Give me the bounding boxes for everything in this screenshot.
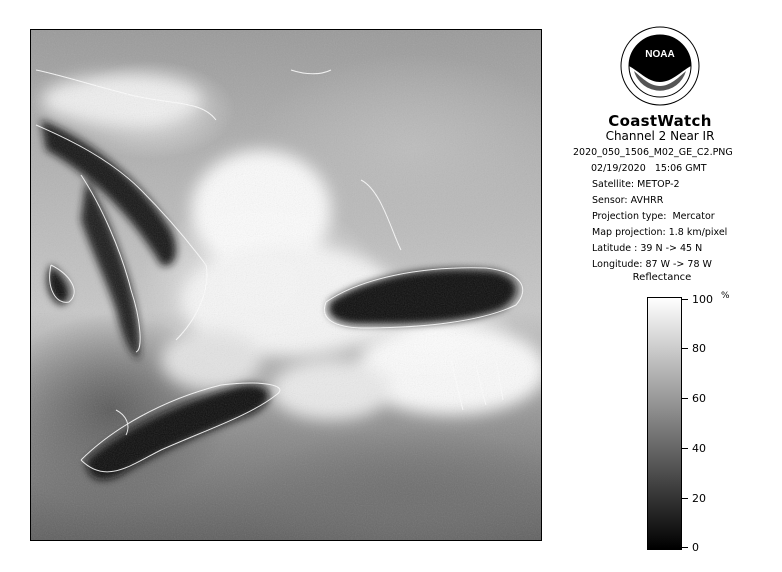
colorbar-title: Reflectance [632, 272, 692, 283]
colorbar-label-40: 40 [692, 442, 706, 455]
longitude-label: Longitude: 87 W -> 78 W [592, 259, 712, 270]
colorbar-tick-40 [682, 448, 688, 449]
colorbar-label-0: 0 [692, 541, 699, 554]
datetime-label: 02/19/2020 15:06 GMT [591, 163, 707, 174]
colorbar-label-80: 80 [692, 342, 706, 355]
svg-text:NOAA: NOAA [645, 49, 675, 60]
product-subtitle: Channel 2 Near IR [605, 129, 715, 143]
colorbar-unit: % [721, 291, 730, 301]
projection-type-label: Projection type: Mercator [592, 211, 715, 222]
latitude-label: Latitude : 39 N -> 45 N [592, 243, 703, 254]
noaa-logo [620, 26, 700, 106]
colorbar-label-20: 20 [692, 492, 706, 505]
reflectance-colorbar [647, 297, 682, 550]
colorbar-tick-20 [682, 498, 688, 499]
colorbar-tick-80 [682, 348, 688, 349]
sensor-label: Sensor: AVHRR [592, 195, 664, 206]
satellite-image [30, 29, 542, 541]
colorbar-tick-0 [682, 547, 688, 548]
colorbar-tick-60 [682, 398, 688, 399]
map-projection-label: Map projection: 1.8 km/pixel [592, 227, 728, 238]
satellite-scene [31, 30, 542, 541]
colorbar-label-100: 100 [692, 293, 713, 306]
filename-label: 2020_050_1506_M02_GE_C2.PNG [573, 147, 733, 158]
satellite-label: Satellite: METOP-2 [592, 179, 680, 190]
colorbar-tick-100 [682, 299, 688, 300]
colorbar-label-60: 60 [692, 392, 706, 405]
product-title: CoastWatch [608, 112, 712, 130]
